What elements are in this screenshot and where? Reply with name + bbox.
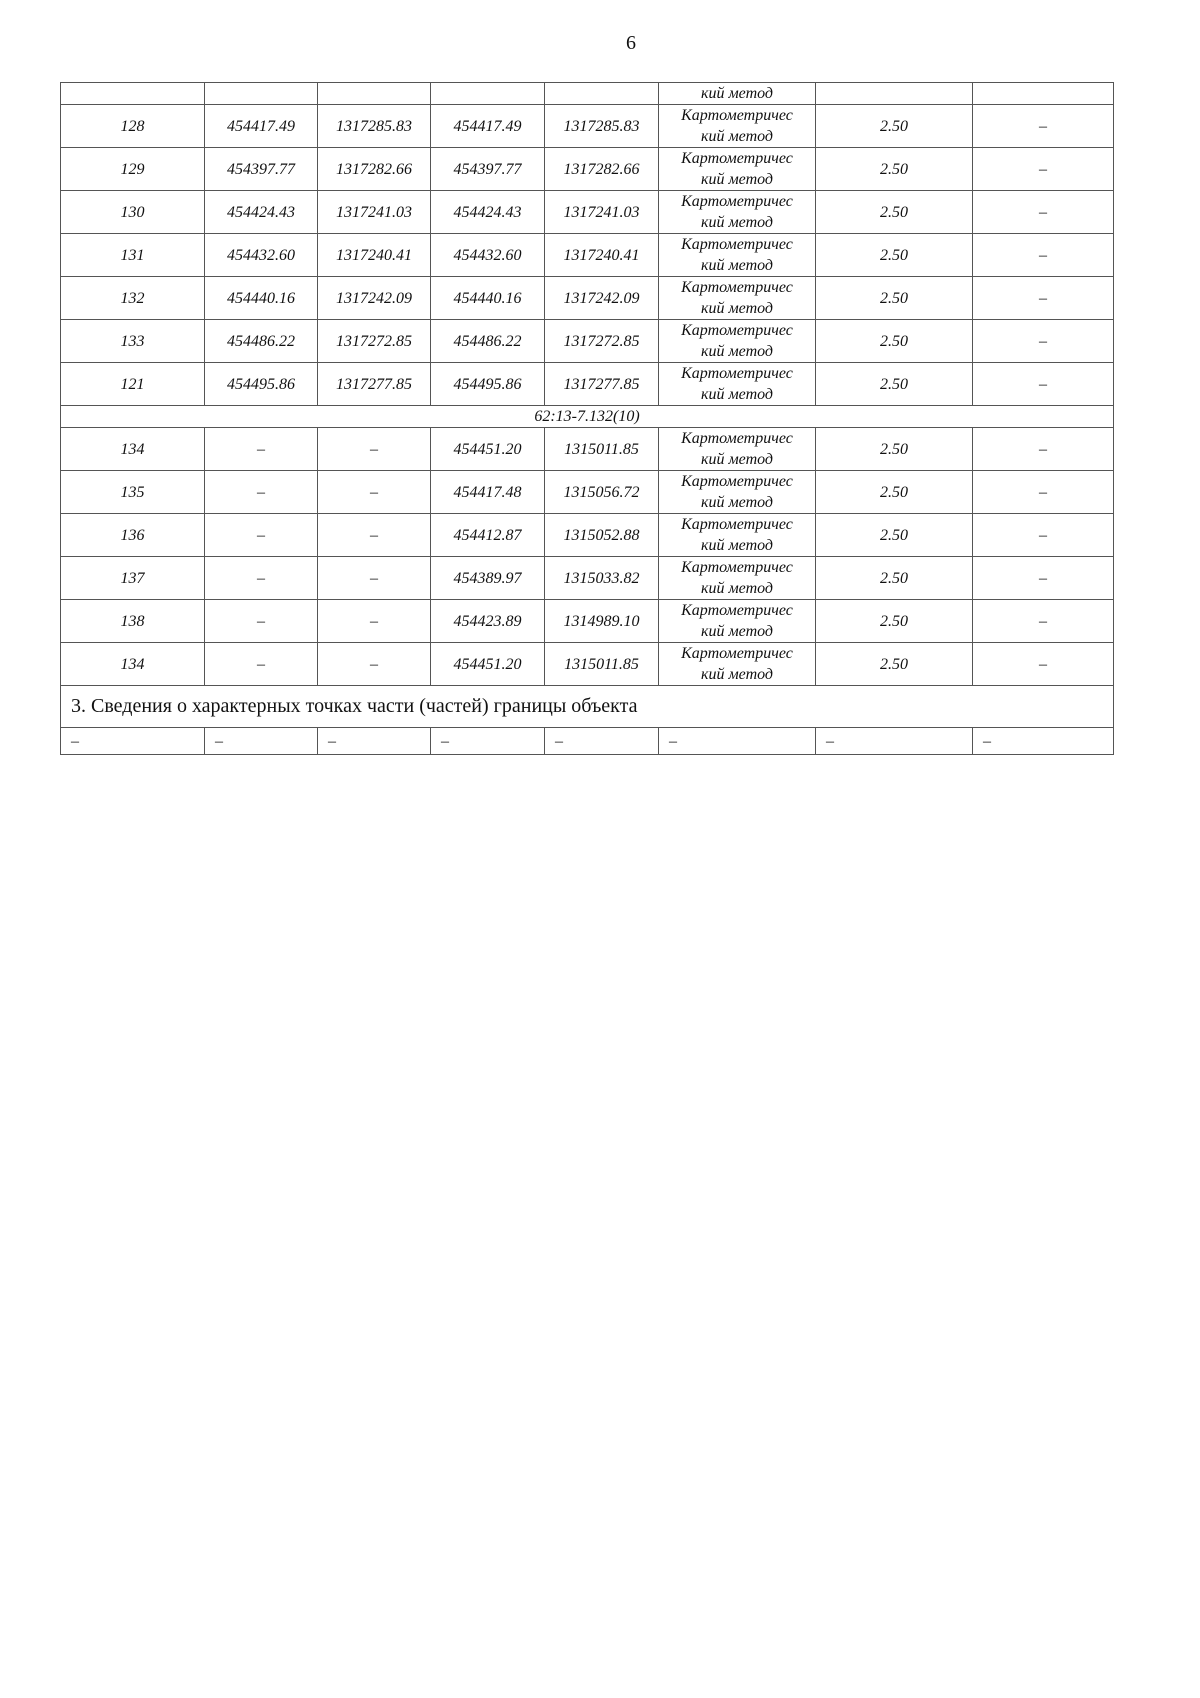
method-line-2: кий метод bbox=[700, 128, 774, 145]
table-row bbox=[61, 471, 1114, 514]
x-new-cell: 454412.87 bbox=[431, 514, 545, 557]
method-line-1: Картометричес bbox=[681, 193, 793, 210]
description-cell: – bbox=[973, 514, 1114, 557]
point-number-cell: 137 bbox=[61, 557, 205, 600]
y-new-cell: 1315052.88 bbox=[545, 514, 659, 557]
x-new-cell: 454423.89 bbox=[431, 600, 545, 643]
x-existing-cell: 454424.43 bbox=[205, 191, 318, 234]
y-new-cell: 1317272.85 bbox=[545, 320, 659, 363]
point-number-cell: 129 bbox=[61, 148, 205, 191]
method-line-2: кий метод bbox=[700, 537, 774, 554]
description-cell: – bbox=[973, 320, 1114, 363]
y-existing-cell: – bbox=[318, 514, 431, 557]
y-existing-cell: 1317240.41 bbox=[318, 234, 431, 277]
table-row bbox=[61, 191, 1114, 234]
y-existing-cell: – bbox=[318, 471, 431, 514]
x-existing-cell: 454440.16 bbox=[205, 277, 318, 320]
x-existing-cell: 454397.77 bbox=[205, 148, 318, 191]
empty-value-cell: – bbox=[318, 728, 431, 755]
section-title-row bbox=[61, 686, 1114, 728]
method-cell bbox=[659, 320, 816, 363]
point-number-cell: 131 bbox=[61, 234, 205, 277]
y-new-cell: 1317277.85 bbox=[545, 363, 659, 406]
x-existing-cell: 454495.86 bbox=[205, 363, 318, 406]
x-new-cell: 454486.22 bbox=[431, 320, 545, 363]
empty-value-cell: – bbox=[659, 728, 816, 755]
x-new-cell: 454417.49 bbox=[431, 105, 545, 148]
x-existing-cell: 454432.60 bbox=[205, 234, 318, 277]
description-cell: – bbox=[973, 471, 1114, 514]
method-line-1: Картометричес bbox=[681, 236, 793, 253]
method-line-2: кий метод bbox=[700, 666, 774, 683]
x-new-cell: 454432.60 bbox=[431, 234, 545, 277]
accuracy-cell: 2.50 bbox=[816, 643, 973, 686]
table-cell bbox=[318, 83, 431, 105]
empty-value-cell: – bbox=[61, 728, 205, 755]
x-existing-cell: – bbox=[205, 557, 318, 600]
x-existing-cell: – bbox=[205, 600, 318, 643]
table-cell bbox=[205, 83, 318, 105]
table-row bbox=[61, 643, 1114, 686]
accuracy-cell: 2.50 bbox=[816, 148, 973, 191]
table-row bbox=[61, 105, 1114, 148]
y-existing-cell: – bbox=[318, 557, 431, 600]
method-cell bbox=[659, 471, 816, 514]
method-line-2: кий метод bbox=[700, 451, 774, 468]
description-cell: – bbox=[973, 557, 1114, 600]
empty-value-cell: – bbox=[973, 728, 1114, 755]
y-existing-cell: 1317282.66 bbox=[318, 148, 431, 191]
table-cell bbox=[431, 83, 545, 105]
table-row bbox=[61, 234, 1114, 277]
y-new-cell: 1317240.41 bbox=[545, 234, 659, 277]
parcel-number: 62:13-7.132(10) bbox=[61, 406, 1114, 428]
point-number-cell: 133 bbox=[61, 320, 205, 363]
method-line-2: кий метод bbox=[700, 300, 774, 317]
description-cell: – bbox=[973, 277, 1114, 320]
method-cell bbox=[659, 234, 816, 277]
table-row bbox=[61, 557, 1114, 600]
point-number-cell: 130 bbox=[61, 191, 205, 234]
method-cell bbox=[659, 105, 816, 148]
table-row bbox=[61, 148, 1114, 191]
method-line-2: кий метод bbox=[700, 214, 774, 231]
x-existing-cell: 454417.49 bbox=[205, 105, 318, 148]
x-existing-cell: – bbox=[205, 643, 318, 686]
description-cell: – bbox=[973, 148, 1114, 191]
y-existing-cell: – bbox=[318, 428, 431, 471]
method-line-2: кий метод bbox=[700, 343, 774, 360]
table-row bbox=[61, 363, 1114, 406]
description-cell: – bbox=[973, 428, 1114, 471]
table-row bbox=[61, 320, 1114, 363]
page-number: 6 bbox=[626, 32, 636, 54]
method-line-1: Картометричес bbox=[681, 365, 793, 382]
x-new-cell: 454424.43 bbox=[431, 191, 545, 234]
method-line-1: Картометричес bbox=[681, 430, 793, 447]
x-existing-cell: – bbox=[205, 428, 318, 471]
method-cell bbox=[659, 514, 816, 557]
method-line-2: кий метод bbox=[700, 494, 774, 511]
table-body bbox=[61, 83, 1114, 755]
accuracy-cell: 2.50 bbox=[816, 363, 973, 406]
boundary-points-table bbox=[60, 82, 1114, 755]
point-number-cell: 136 bbox=[61, 514, 205, 557]
method-line-1: Картометричес bbox=[681, 645, 793, 662]
empty-value-cell: – bbox=[205, 728, 318, 755]
accuracy-cell: 2.50 bbox=[816, 105, 973, 148]
accuracy-cell: 2.50 bbox=[816, 234, 973, 277]
x-existing-cell: 454486.22 bbox=[205, 320, 318, 363]
x-new-cell: 454389.97 bbox=[431, 557, 545, 600]
y-existing-cell: 1317242.09 bbox=[318, 277, 431, 320]
point-number-cell: 134 bbox=[61, 643, 205, 686]
table-row bbox=[61, 277, 1114, 320]
method-line-2: кий метод bbox=[700, 623, 774, 640]
method-cell bbox=[659, 557, 816, 600]
table-cell bbox=[973, 83, 1114, 105]
x-new-cell: 454417.48 bbox=[431, 471, 545, 514]
x-new-cell: 454440.16 bbox=[431, 277, 545, 320]
accuracy-cell: 2.50 bbox=[816, 320, 973, 363]
point-number-cell: 135 bbox=[61, 471, 205, 514]
method-cell bbox=[659, 600, 816, 643]
point-number-cell: 128 bbox=[61, 105, 205, 148]
method-line-1: Картометричес bbox=[681, 279, 793, 296]
method-cell bbox=[659, 643, 816, 686]
method-line-2: кий метод bbox=[700, 386, 774, 403]
y-existing-cell: – bbox=[318, 600, 431, 643]
method-cell bbox=[659, 277, 816, 320]
y-existing-cell: 1317277.85 bbox=[318, 363, 431, 406]
empty-value-cell: – bbox=[431, 728, 545, 755]
method-cell bbox=[659, 148, 816, 191]
y-new-cell: 1315011.85 bbox=[545, 643, 659, 686]
point-number-cell: 121 bbox=[61, 363, 205, 406]
x-new-cell: 454451.20 bbox=[431, 428, 545, 471]
method-line-1: Картометричес bbox=[681, 516, 793, 533]
table-row bbox=[61, 600, 1114, 643]
y-existing-cell: 1317241.03 bbox=[318, 191, 431, 234]
empty-value-cell: – bbox=[816, 728, 973, 755]
y-new-cell: 1315056.72 bbox=[545, 471, 659, 514]
description-cell: – bbox=[973, 105, 1114, 148]
method-line-1: Картометричес bbox=[681, 473, 793, 490]
y-new-cell: 1317242.09 bbox=[545, 277, 659, 320]
accuracy-cell: 2.50 bbox=[816, 471, 973, 514]
method-cell: кий метод bbox=[659, 83, 816, 105]
y-existing-cell: 1317272.85 bbox=[318, 320, 431, 363]
accuracy-cell: 2.50 bbox=[816, 557, 973, 600]
accuracy-cell: 2.50 bbox=[816, 428, 973, 471]
accuracy-cell: 2.50 bbox=[816, 191, 973, 234]
table-cell bbox=[545, 83, 659, 105]
description-cell: – bbox=[973, 600, 1114, 643]
point-number-cell: 138 bbox=[61, 600, 205, 643]
table-cell bbox=[61, 83, 205, 105]
y-new-cell: 1315011.85 bbox=[545, 428, 659, 471]
point-number-cell: 132 bbox=[61, 277, 205, 320]
continuation-row bbox=[61, 83, 1114, 105]
method-line-1: Картометричес bbox=[681, 150, 793, 167]
description-cell: – bbox=[973, 191, 1114, 234]
method-line-2: кий метод bbox=[700, 171, 774, 188]
method-cell bbox=[659, 363, 816, 406]
y-existing-cell: – bbox=[318, 643, 431, 686]
x-existing-cell: – bbox=[205, 471, 318, 514]
y-new-cell: 1315033.82 bbox=[545, 557, 659, 600]
table-row bbox=[61, 728, 1114, 755]
description-cell: – bbox=[973, 643, 1114, 686]
method-line-1: Картометричес bbox=[681, 602, 793, 619]
description-cell: – bbox=[973, 234, 1114, 277]
section-3-title: 3. Сведения о характерных точках части (частей) границы объекта bbox=[61, 686, 1114, 728]
parcel-header-row bbox=[61, 406, 1114, 428]
method-line-2: кий метод bbox=[700, 257, 774, 274]
accuracy-cell: 2.50 bbox=[816, 514, 973, 557]
y-new-cell: 1317241.03 bbox=[545, 191, 659, 234]
accuracy-cell: 2.50 bbox=[816, 600, 973, 643]
point-number-cell: 134 bbox=[61, 428, 205, 471]
x-existing-cell: – bbox=[205, 514, 318, 557]
description-cell: – bbox=[973, 363, 1114, 406]
x-new-cell: 454451.20 bbox=[431, 643, 545, 686]
method-cell bbox=[659, 191, 816, 234]
method-line-2: кий метод bbox=[700, 580, 774, 597]
empty-value-cell: – bbox=[545, 728, 659, 755]
y-new-cell: 1317282.66 bbox=[545, 148, 659, 191]
table-row bbox=[61, 514, 1114, 557]
y-existing-cell: 1317285.83 bbox=[318, 105, 431, 148]
accuracy-cell: 2.50 bbox=[816, 277, 973, 320]
method-cell bbox=[659, 428, 816, 471]
y-new-cell: 1314989.10 bbox=[545, 600, 659, 643]
table-cell bbox=[816, 83, 973, 105]
x-new-cell: 454495.86 bbox=[431, 363, 545, 406]
table-row bbox=[61, 428, 1114, 471]
x-new-cell: 454397.77 bbox=[431, 148, 545, 191]
method-line-1: Картометричес bbox=[681, 559, 793, 576]
method-line-1: Картометричес bbox=[681, 107, 793, 124]
method-line-1: Картометричес bbox=[681, 322, 793, 339]
y-new-cell: 1317285.83 bbox=[545, 105, 659, 148]
